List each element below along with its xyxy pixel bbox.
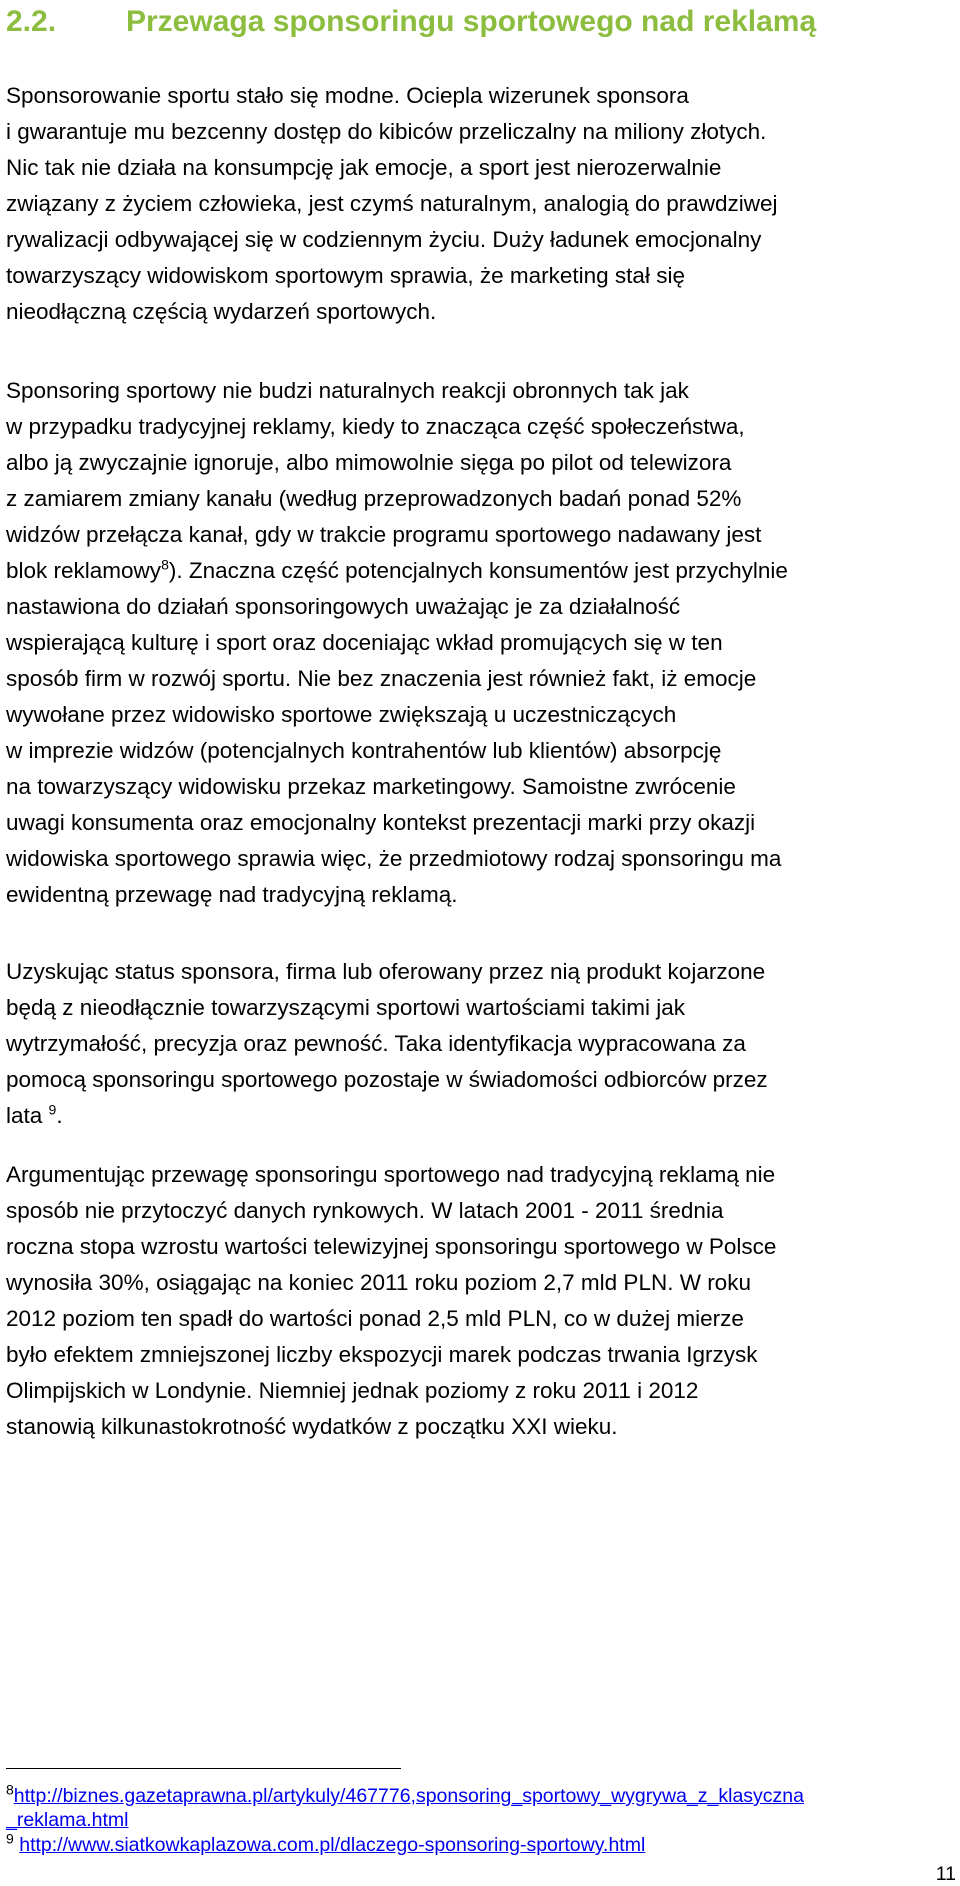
text-line: wspierającą kulturę i sport oraz doceniając wkład promujących się w ten: [6, 630, 723, 655]
section-title: Przewaga sponsoringu sportowego nad reklamą: [126, 5, 817, 38]
footnote-link[interactable]: http://biznes.gazetaprawna.pl/artykuly/467776,sponsoring_sportowy_wygrywa_z_klasyczna: [13, 1785, 804, 1807]
text-line: wynosiła 30%, osiągając na koniec 2011 roku poziom 2,7 mld PLN. W roku: [6, 1270, 751, 1295]
text-line: uwagi konsumenta oraz emocjonalny kontekst prezentacji marki przy okazji: [6, 810, 756, 835]
text-line: sposób nie przytoczyć danych rynkowych. W latach 2001 - 2011 średnia: [6, 1198, 724, 1223]
text-line: wywołane przez widowisko sportowe zwiększają u uczestniczących: [6, 702, 677, 727]
footnote-marker: 9: [6, 1830, 14, 1847]
text-line: pomocą sponsoringu sportowego pozostaje w świadomości odbiorców przez: [6, 1067, 768, 1092]
text-line: ewidentną przewagę nad tradycyjną reklamą.: [6, 882, 458, 907]
text-fragment: ). Znaczna część potencjalnych konsumentów jest przychylnie: [168, 558, 788, 583]
text-line: Nic tak nie działa na konsumpcję jak emocje, a sport jest nierozerwalnie: [6, 155, 722, 180]
text-line: sposób firm w rozwój sportu. Nie bez znaczenia jest również fakt, iż emocje: [6, 666, 757, 691]
text-line: 2012 poziom ten spadł do wartości ponad 2,5 mld PLN, co w dużej mierze: [6, 1306, 744, 1331]
footnote-link-continued[interactable]: _reklama.html: [6, 1809, 129, 1831]
text-line: towarzyszący widowiskom sportowym sprawia, że marketing stał się: [6, 263, 685, 288]
text-line: będą z nieodłącznie towarzyszącymi sportowi wartościami takimi jak: [6, 995, 685, 1020]
paragraph-1: [6, 78, 956, 330]
text-line: widowiska sportowego sprawia więc, że przedmiotowy rodzaj sponsoringu ma: [6, 846, 782, 871]
page-number: 11: [935, 1863, 956, 1885]
footnote-link[interactable]: http://www.siatkowkaplazowa.com.pl/dlaczego-sponsoring-sportowy.html: [19, 1834, 646, 1856]
text-line: było efektem zmniejszonej liczby ekspozycji marek podczas trwania Igrzysk: [6, 1342, 758, 1367]
text-line: roczna stopa wzrostu wartości telewizyjnej sponsoringu sportowego w Polsce: [6, 1234, 777, 1259]
section-heading: [6, 2, 816, 42]
footnote-ref-8[interactable]: 8: [161, 556, 169, 573]
text-line: nastawiona do działań sponsoringowych uważając je za działalność: [6, 594, 681, 619]
text-fragment: .: [56, 1103, 63, 1128]
paragraph-4: [6, 1157, 956, 1445]
paragraph-3: [6, 954, 956, 1134]
text-line: związany z życiem człowieka, jest czymś naturalnym, analogią do prawdziwej: [6, 191, 778, 216]
text-line: Argumentując przewagę sponsoringu sportowego nad tradycyjną reklamą nie: [6, 1162, 776, 1187]
section-number: 2.2.: [6, 5, 57, 38]
text-line: albo ją zwyczajnie ignoruje, albo mimowolnie sięga po pilot od telewizora: [6, 450, 732, 475]
footnote-ref-9[interactable]: 9: [48, 1101, 57, 1118]
text-line: Olimpijskich w Londynie. Niemniej jednak poziomy z roku 2011 i 2012: [6, 1378, 699, 1403]
text-line: na towarzyszący widowisku przekaz marketingowy. Samoistne zwrócenie: [6, 774, 736, 799]
text-line: Sponsorowanie sportu stało się modne. Ociepla wizerunek sponsora: [6, 83, 689, 108]
footnote-separator: [6, 1768, 401, 1769]
footnote-marker: 8: [6, 1781, 14, 1798]
text-line: Sponsoring sportowy nie budzi naturalnych reakcji obronnych tak jak: [6, 378, 689, 403]
text-line: nieodłączną częścią wydarzeń sportowych.: [6, 299, 437, 324]
text-line-with-footnote: [6, 1098, 956, 1134]
text-line: w przypadku tradycyjnej reklamy, kiedy to znacząca część społeczeństwa,: [6, 414, 745, 439]
text-line: stanowią kilkunastokrotność wydatków z początku XXI wieku.: [6, 1414, 618, 1439]
text-line: w imprezie widzów (potencjalnych kontrahentów lub klientów) absorpcję: [6, 738, 722, 763]
text-line: Uzyskując status sponsora, firma lub oferowany przez nią produkt kojarzone: [6, 959, 766, 984]
text-line: wytrzymałość, precyzja oraz pewność. Taka identyfikacja wypracowana za: [6, 1031, 746, 1056]
text-line: i gwarantuje mu bezcenny dostęp do kibiców przeliczalny na miliony złotych.: [6, 119, 767, 144]
text-line-with-footnote: [6, 553, 956, 589]
paragraph-2: [6, 373, 956, 913]
footnote-8: [6, 1781, 804, 1832]
text-line: widzów przełącza kanał, gdy w trakcie programu sportowego nadawany jest: [6, 522, 762, 547]
text-line: z zamiarem zmiany kanału (według przeprowadzonych badań ponad 52%: [6, 486, 742, 511]
text-fragment: lata: [6, 1103, 43, 1128]
footnote-9: [6, 1830, 646, 1857]
text-line: rywalizacji odbywającej się w codziennym życiu. Duży ładunek emocjonalny: [6, 227, 762, 252]
text-fragment: blok reklamowy: [6, 558, 162, 583]
